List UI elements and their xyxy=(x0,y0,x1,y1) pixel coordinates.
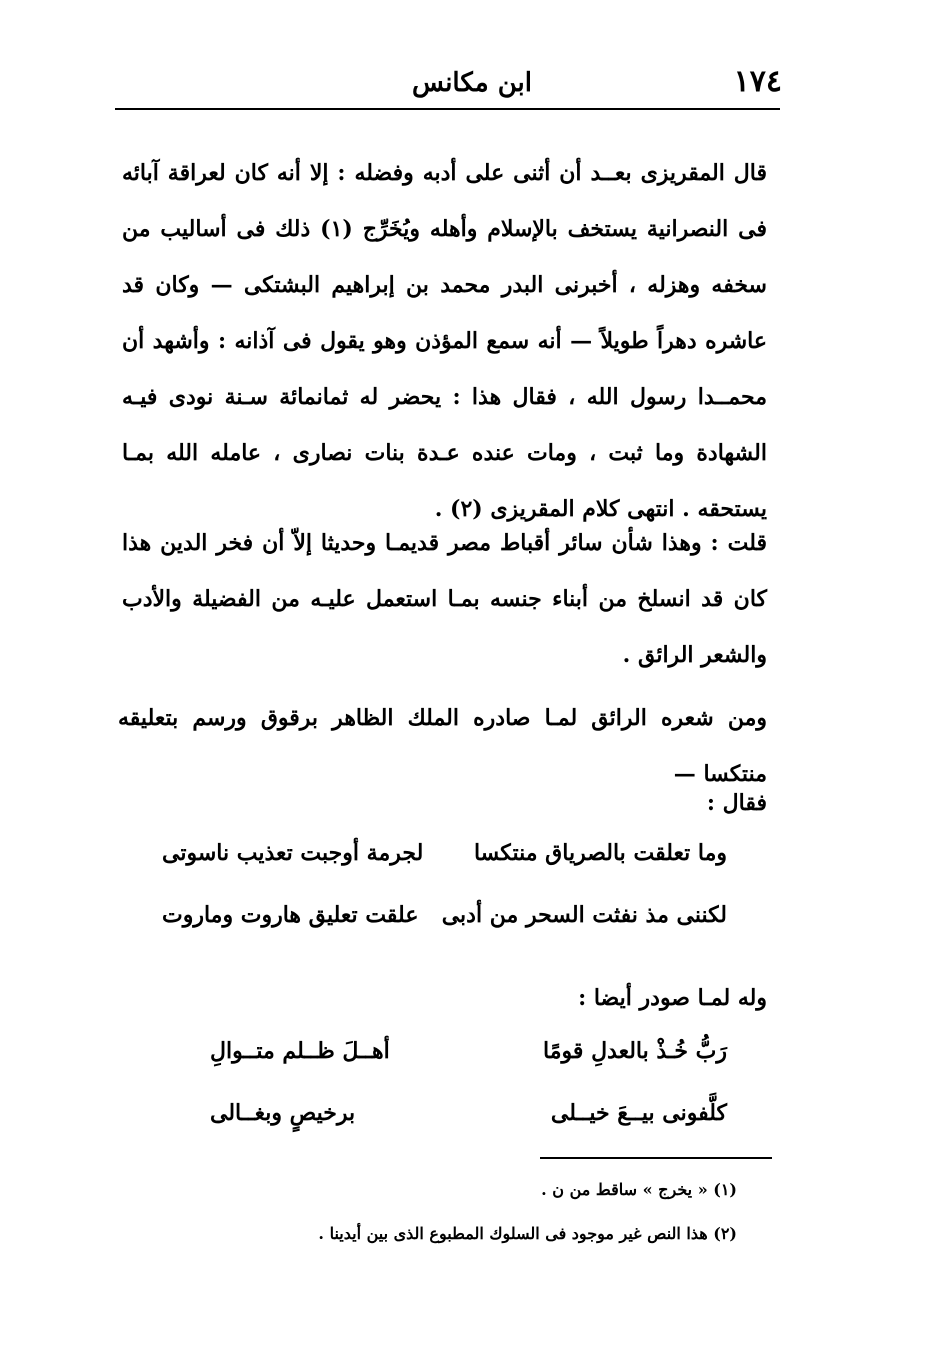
paragraph-author-comment: قلت : وهذا شأن سائر أقباط مصر قديمـا وحديثا إلاّ أن فخر الدين هذا كان قد انسلخ من أبناء جنسه بمـا استعمل عليـه من الفضيلة والأدب والشعر الرائق . xyxy=(122,530,767,668)
paragraph-poem-intro: ومن شعره الرائق لمـا صادره الملك الظاهر برقوق ورسم بتعليقه منتكسا — xyxy=(118,705,767,787)
poem1-verse1-right: وما تعلقت بالصرياق منتكسا xyxy=(473,840,727,866)
footnote-2: (٢) هذا النص غير موجود فى السلوك المطبوع الذى بين أيدينا . xyxy=(318,1224,737,1243)
paragraph-maqrizi-quote: قال المقريزى بعــد أن أثنى على أدبه وفضله : إلا أنه كان لعراقة آبائه فى النصرانية يستخف بالإسلام وأهله ويُخَرِّج (١) ذلك فى أساليب من سخفه وهزله ، أخبرنى البدر محمد بن إبراهيم البشتكى — وكان قد عاشره دهراً طويلاً — أنه سمع المؤذن وهو يقول فى آذانه : وأشهد أن محمــدا رسول الله ، فقال هذا : يحضر له ثمانمائة سـنة نودى فيـه الشهادة وما ثبت ، ومات عنده عـدة بنات نصارى ، عامله الله بمـا يستحقه . انتهى كلام المقريزى (٢) . xyxy=(122,160,767,522)
poem1-verse2-right: لكننى مذ نفثت السحر من أدبى xyxy=(441,902,727,928)
poem2-verse2-left: برخيصٍ وبغــالى xyxy=(210,1100,356,1126)
poem2-verse1-left: أهــلَ ظــلم متــوالِ xyxy=(210,1038,390,1064)
poem2-verse1-right: رَبُّ خُـذْ بالعدلِ قومًا xyxy=(543,1038,727,1064)
page-number: ١٧٤ xyxy=(733,64,782,99)
footnote-1: (١) « يخرج » ساقط من ن . xyxy=(541,1180,737,1199)
page-header xyxy=(112,62,782,110)
footnote-rule xyxy=(540,1157,772,1159)
poem2-intro: وله لمـا صودر أيضا : xyxy=(578,985,767,1011)
poem1-verse1-left: لجرمة أوجبت تعذيب ناسوتى xyxy=(162,840,424,866)
running-title: ابن مكانس xyxy=(412,68,532,98)
paragraph-poem-intro-end: فقال : xyxy=(706,790,767,816)
header-rule xyxy=(115,108,780,110)
poem2-verse2-right: كلَّفونى بيــعَ خيــلى xyxy=(550,1100,727,1126)
poem1-verse2-left: علقت تعليق هاروت وماروت xyxy=(162,902,419,928)
